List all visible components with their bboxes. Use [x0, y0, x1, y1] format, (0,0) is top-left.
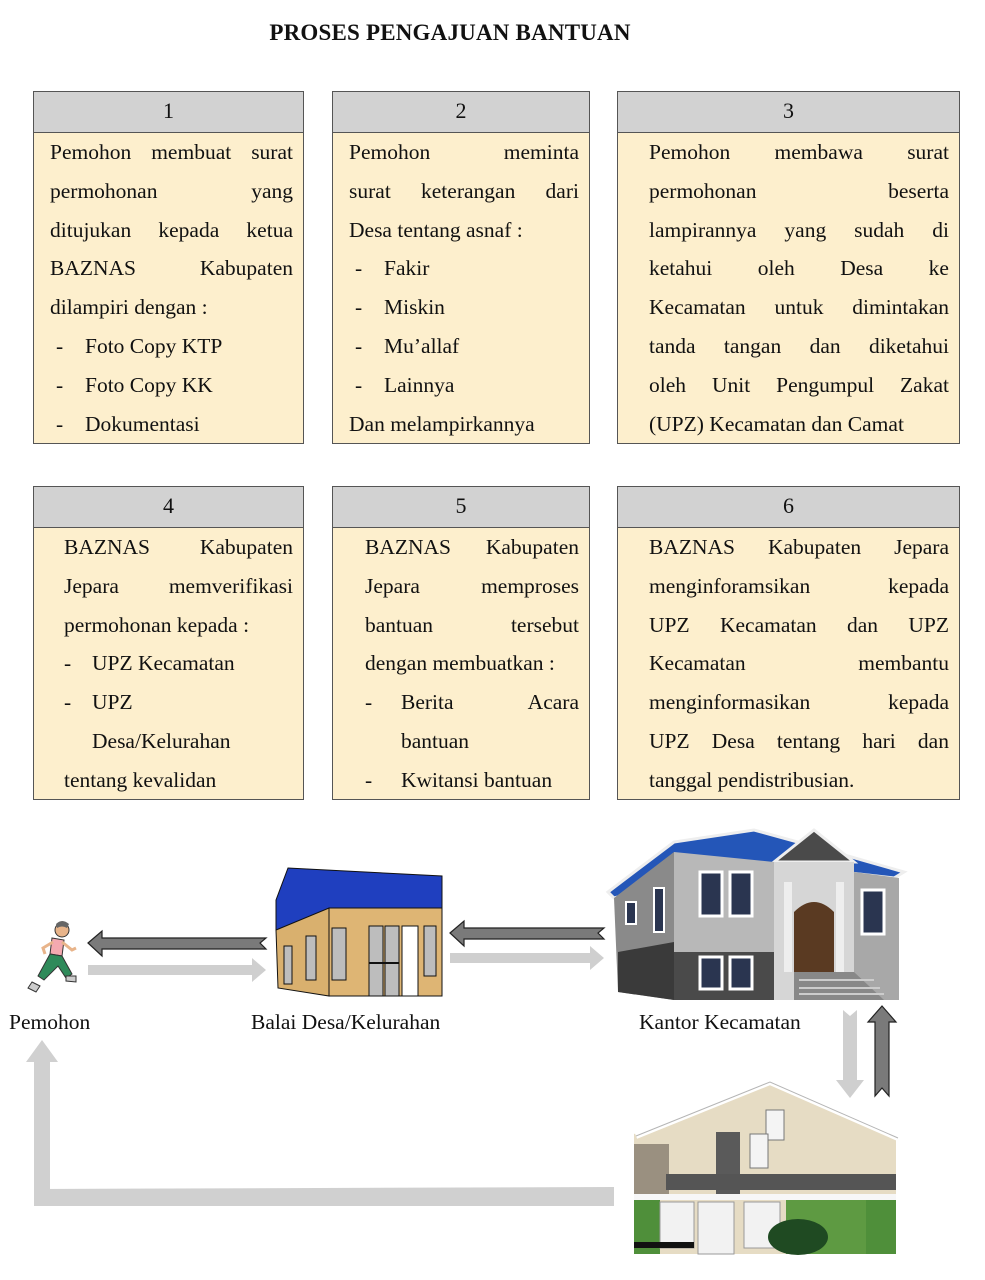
bullet-item: [64, 644, 293, 683]
bullet-item: [365, 761, 579, 800]
text-word: dan: [846, 612, 879, 637]
text-word: Acara: [527, 690, 579, 715]
bullet-dash-icon: -: [56, 333, 64, 358]
arrow-balai-to-kantor: [450, 946, 604, 972]
text-word: yang: [784, 217, 827, 242]
text-word: beserta: [888, 178, 949, 203]
bullet-dash-icon: -: [355, 372, 363, 397]
bullet-dash-icon: -: [355, 295, 363, 320]
text-word: Kabupaten: [199, 256, 293, 281]
text-line: [649, 606, 949, 645]
step-box-6: [617, 486, 960, 800]
text-line: [349, 133, 579, 172]
bullet-dash-icon: -: [355, 256, 363, 281]
village-hall-icon: [274, 868, 444, 1000]
text-word: Pemohon: [349, 140, 431, 164]
text-word: Desa tentang asnaf :: [349, 217, 523, 242]
text-line: [649, 405, 949, 444]
running-person-icon: [22, 918, 82, 998]
page-title: PROSES PENGAJUAN BANTUAN: [269, 20, 631, 45]
bullet-text: Miskin: [384, 295, 445, 320]
step-footer-text: Dan melampirkannya: [349, 411, 535, 436]
text-word: menginforamsikan: [649, 573, 811, 598]
bullet-dash-icon: -: [56, 411, 64, 436]
text-word: ke: [928, 256, 949, 281]
text-word: Jepara: [365, 573, 420, 598]
text-line: [649, 683, 949, 722]
bullet-text: Foto Copy KK: [85, 372, 213, 397]
text-line: [64, 567, 293, 606]
bullet-item: [349, 288, 579, 327]
step-number: 4: [34, 487, 303, 528]
node-label-pemohon: Pemohon: [9, 1010, 91, 1034]
text-word: dimintakan: [852, 295, 949, 320]
text-line: [649, 249, 949, 288]
bullet-item: [365, 683, 579, 722]
text-word: permohonan kepada :: [64, 612, 250, 637]
text-word: tersebut: [510, 612, 579, 637]
text-line: [649, 761, 949, 800]
bullet-item: [349, 366, 579, 405]
text-line: [349, 211, 579, 250]
text-line: [50, 288, 293, 327]
text-word: BAZNAS: [64, 535, 151, 559]
text-word: memverifikasi: [168, 573, 293, 598]
text-line: [50, 172, 293, 211]
text-word: sudah: [854, 217, 905, 242]
text-word: dengan membuatkan :: [365, 651, 555, 676]
bullet-item: [50, 366, 293, 405]
text-word: surat: [349, 178, 391, 203]
step-text: [618, 133, 959, 443]
step-text: [618, 528, 959, 800]
step-number: 1: [34, 92, 303, 133]
bullet-text: UPZ Kecamatan: [92, 651, 235, 676]
text-word: Desa: [840, 256, 884, 281]
bullet-item: [50, 405, 293, 444]
text-word: BAZNAS: [649, 535, 736, 559]
arrow-balai-to-pemohon: [88, 930, 266, 960]
text-word: Zakat: [900, 372, 949, 397]
text-word: tentang: [776, 728, 841, 753]
text-word: BAZNAS: [50, 256, 137, 281]
bullet-dash-icon: -: [64, 690, 72, 715]
text-word: diketahui: [868, 333, 949, 358]
text-line: [649, 366, 949, 405]
step-box-4: [33, 486, 304, 800]
text-line: [649, 722, 949, 761]
text-word: untuk: [774, 295, 824, 320]
bullet-text: Dokumentasi: [85, 411, 200, 436]
text-word: permohonan: [649, 178, 757, 203]
text-word: tanda: [649, 333, 696, 358]
text-word: Kabupaten: [199, 535, 293, 559]
text-word: menginformasikan: [649, 690, 811, 715]
text-word: Kecamatan: [649, 651, 746, 676]
text-word: Desa: [711, 728, 755, 753]
step-number: 3: [618, 92, 959, 133]
text-word: UPZ: [649, 728, 690, 753]
bullet-dash-icon: -: [365, 690, 373, 715]
node-label-kantor-kecamatan: Kantor Kecamatan: [639, 1010, 801, 1034]
text-word: Pemohon: [649, 140, 731, 164]
bullet-text: Kwitansi bantuan: [401, 767, 553, 792]
district-office-icon: [604, 822, 910, 1002]
text-word: UPZ: [908, 612, 949, 637]
text-word: Kabupaten: [767, 535, 862, 559]
bullet-continuation: bantuan: [401, 728, 470, 753]
bullet-text: [401, 683, 579, 722]
text-word: bantuan: [365, 612, 434, 637]
step-box-5: [332, 486, 590, 800]
bullet-text: Lainnya: [384, 372, 455, 397]
step-text: [333, 528, 589, 800]
step-box-3: [617, 91, 960, 444]
step-text: [34, 133, 303, 443]
node-label-balai-desa: Balai Desa/Kelurahan: [251, 1010, 441, 1034]
bullet-dash-icon: -: [365, 767, 373, 792]
bullet-text: UPZ: [92, 690, 133, 715]
text-word: dilampiri dengan :: [50, 295, 208, 320]
text-line: [649, 528, 949, 567]
text-word: ditujukan: [50, 217, 132, 242]
text-word: Kecamatan: [649, 295, 746, 320]
text-line: [649, 133, 949, 172]
text-line: [365, 606, 579, 645]
text-word: dan: [809, 333, 841, 358]
bullet-item: [50, 327, 293, 366]
baznas-office-icon: [626, 1082, 906, 1254]
text-word: dari: [545, 178, 579, 203]
text-line: [50, 133, 293, 172]
text-word: BAZNAS: [365, 535, 452, 559]
text-line: [649, 567, 949, 606]
text-word: Berita: [401, 690, 454, 715]
text-word: meminta: [503, 140, 579, 164]
arrow-baznas-to-pemohon: [26, 1040, 618, 1206]
text-word: kepada: [888, 690, 949, 715]
text-word: di: [932, 217, 949, 242]
text-line: [50, 249, 293, 288]
text-line: [349, 172, 579, 211]
arrow-pemohon-to-balai: [88, 958, 266, 984]
bullet-dash-icon: -: [56, 372, 64, 397]
text-word: tanggal pendistribusian.: [649, 767, 855, 792]
text-line: [365, 567, 579, 606]
text-word: memproses: [481, 573, 579, 598]
text-word: dan: [917, 728, 949, 753]
text-word: Jepara: [64, 573, 119, 598]
text-word: Unit: [711, 372, 751, 397]
text-word: membuat: [151, 140, 232, 164]
text-word: Jepara: [894, 535, 949, 559]
step-number: 2: [333, 92, 589, 133]
step-box-1: [33, 91, 304, 444]
text-word: ketua: [246, 217, 293, 242]
text-word: oleh: [649, 372, 687, 397]
text-word: (UPZ) Kecamatan dan Camat: [649, 411, 904, 436]
text-line: [649, 288, 949, 327]
text-word: surat: [251, 140, 293, 164]
step-text: [34, 528, 303, 800]
text-line: [50, 211, 293, 250]
text-word: yang: [251, 178, 293, 203]
text-line: [64, 606, 293, 645]
text-word: tangan: [723, 333, 782, 358]
text-word: Pengumpul: [776, 372, 875, 397]
step-footer-text: tentang kevalidan: [64, 767, 217, 792]
text-word: kepada: [158, 217, 220, 242]
bullet-item: [349, 249, 579, 288]
bullet-dash-icon: -: [64, 651, 72, 676]
text-word: Kabupaten: [485, 535, 579, 559]
text-word: permohonan: [50, 178, 158, 203]
text-word: membantu: [858, 651, 949, 676]
bullet-dash-icon: -: [355, 333, 363, 358]
text-word: kepada: [888, 573, 949, 598]
text-word: UPZ: [649, 612, 690, 637]
text-word: Pemohon: [50, 140, 132, 164]
text-word: surat: [907, 140, 949, 164]
text-word: keterangan: [421, 178, 516, 203]
bullet-item: [349, 327, 579, 366]
text-word: lampirannya: [649, 217, 757, 242]
bullet-item: [64, 683, 293, 722]
text-line: [649, 327, 949, 366]
text-line: [64, 528, 293, 567]
text-line: [365, 528, 579, 567]
text-line: [649, 644, 949, 683]
bullet-text: Mu’allaf: [384, 333, 460, 358]
bullet-text: Foto Copy KTP: [85, 333, 223, 358]
text-line: [649, 172, 949, 211]
text-word: Kecamatan: [719, 612, 817, 637]
text-line: [365, 644, 579, 683]
text-word: membawa: [774, 140, 863, 164]
step-box-2: [332, 91, 590, 444]
step-text: [333, 133, 589, 443]
bullet-text: Fakir: [384, 256, 430, 281]
text-word: ketahui: [649, 256, 713, 281]
text-word: oleh: [757, 256, 795, 281]
bullet-continuation: Desa/Kelurahan: [92, 728, 231, 753]
step-number: 5: [333, 487, 589, 528]
text-line: [649, 211, 949, 250]
text-word: hari: [862, 728, 896, 753]
step-number: 6: [618, 487, 959, 528]
